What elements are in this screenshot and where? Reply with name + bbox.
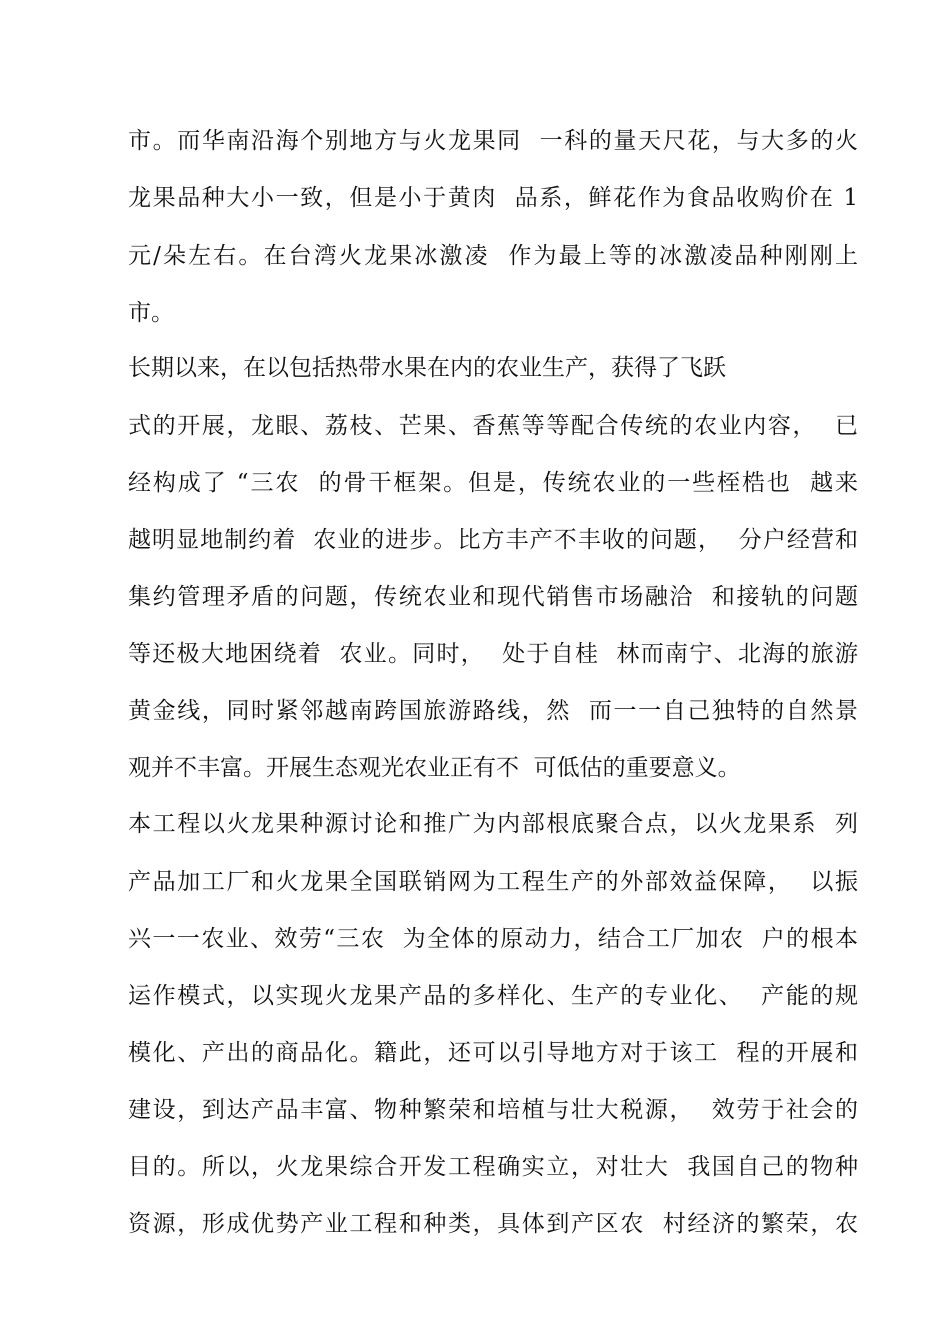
text-line: 本工程以火龙果种源讨论和推广为内部根底聚合点，以火龙果系 列	[128, 811, 858, 837]
text-line: 经构成了 “三农 的骨干框架。但是，传统农业的一些桎梏也 越来	[128, 470, 858, 496]
text-line: 建设，到达产品丰富、物种繁荣和培植与壮大税源， 效劳于社会的	[128, 1097, 858, 1123]
text-line: 兴一一农业、效劳“三农 为全体的原动力，结合工厂加农 户的根本	[128, 926, 858, 952]
text-line: 运作模式，以实现火龙果产品的多样化、生产的专业化、 产能的规	[128, 983, 858, 1009]
text-line: 元/朵左右。在台湾火龙果冰激凌 作为最上等的冰激凌品种刚刚上	[128, 243, 858, 269]
text-line: 集约管理矛盾的问题，传统农业和现代销售市场融洽 和接轨的问题	[128, 584, 858, 610]
text-line: 式的开展，龙眼、荔枝、芒果、香蕉等等配合传统的农业内容， 已	[128, 413, 858, 439]
text-line: 等还极大地困绕着 农业。同时， 处于自桂 林而南宁、北海的旅游	[128, 641, 858, 667]
text-line: 越明显地制约着 农业的进步。比方丰产不丰收的问题， 分户经营和	[128, 527, 858, 553]
text-line: 资源，形成优势产业工程和种类，具体到产区农 村经济的繁荣，农	[128, 1211, 858, 1237]
text-line: 长期以来，在以包括热带水果在内的农业生产，获得了飞跃	[128, 355, 726, 381]
text-line: 龙果品种大小一致，但是小于黄肉 品系，鲜花作为食品收购价在 1	[128, 185, 858, 211]
text-line: 黄金线，同时紧邻越南跨国旅游路线，然 而一一自己独特的自然景	[128, 698, 858, 724]
text-line: 观并不丰富。开展生态观光农业正有不 可低估的重要意义。	[128, 755, 741, 781]
text-line: 模化、产出的商品化。籍此，还可以引导地方对于该工 程的开展和	[128, 1040, 858, 1066]
text-line: 目的。所以，火龙果综合开发工程确实立，对壮大 我国自己的物种	[128, 1154, 858, 1180]
text-line: 市。而华南沿海个别地方与火龙果同 一科的量天尺花，与大多的火	[128, 128, 858, 154]
text-line: 产品加工厂和火龙果全国联销网为工程生产的外部效益保障， 以振	[128, 869, 858, 895]
text-line: 市。	[128, 300, 174, 326]
